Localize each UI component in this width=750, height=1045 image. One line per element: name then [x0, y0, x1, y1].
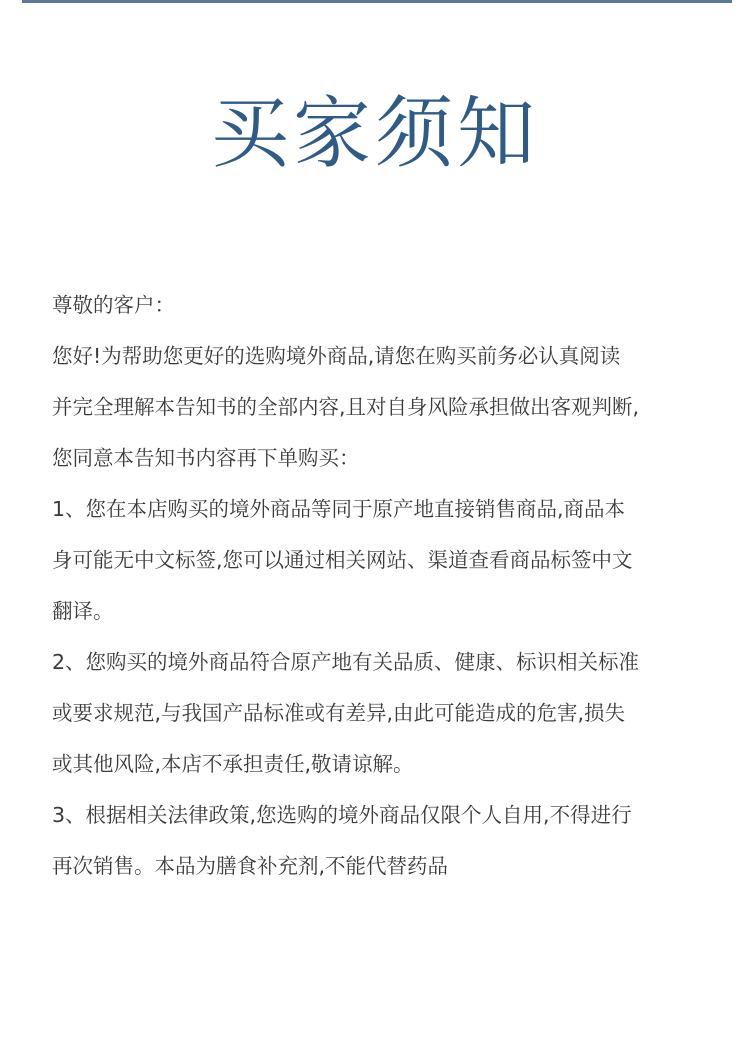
clause-3-line-1: 3、根据相关法律政策,您选购的境外商品仅限个人自用,不得进行 [52, 803, 632, 827]
top-divider [22, 0, 732, 3]
clause-2-line-2: 或要求规范,与我国产品标准或有差异,由此可能造成的危害,损失 [52, 701, 626, 725]
clause-1-line-1: 1、您在本店购买的境外商品等同于原产地直接销售商品,商品本 [52, 497, 626, 521]
clause-2-line-3: 或其他风险,本店不承担责任,敬请谅解。 [52, 752, 414, 776]
notice-body [52, 280, 712, 892]
clause-2-line-1: 2、您购买的境外商品符合原产地有关品质、健康、标识相关标准 [52, 650, 640, 674]
clause-3-line-2: 再次销售。本品为膳食补充剂,不能代替药品 [52, 854, 449, 878]
intro-line-1: 您好!为帮助您更好的选购境外商品,请您在购买前务必认真阅读 [52, 344, 621, 368]
clause-1-line-3: 翻译。 [52, 599, 114, 623]
intro-line-2: 并完全理解本告知书的全部内容,且对自身风险承担做出客观判断, [52, 395, 640, 419]
intro-line-3: 您同意本告知书内容再下单购买： [52, 446, 360, 470]
clause-1-line-2: 身可能无中文标签,您可以通过相关网站、渠道查看商品标签中文 [52, 548, 633, 572]
page-title: 买家须知 [210, 89, 539, 179]
greeting-line: 尊敬的客户： [52, 293, 175, 317]
